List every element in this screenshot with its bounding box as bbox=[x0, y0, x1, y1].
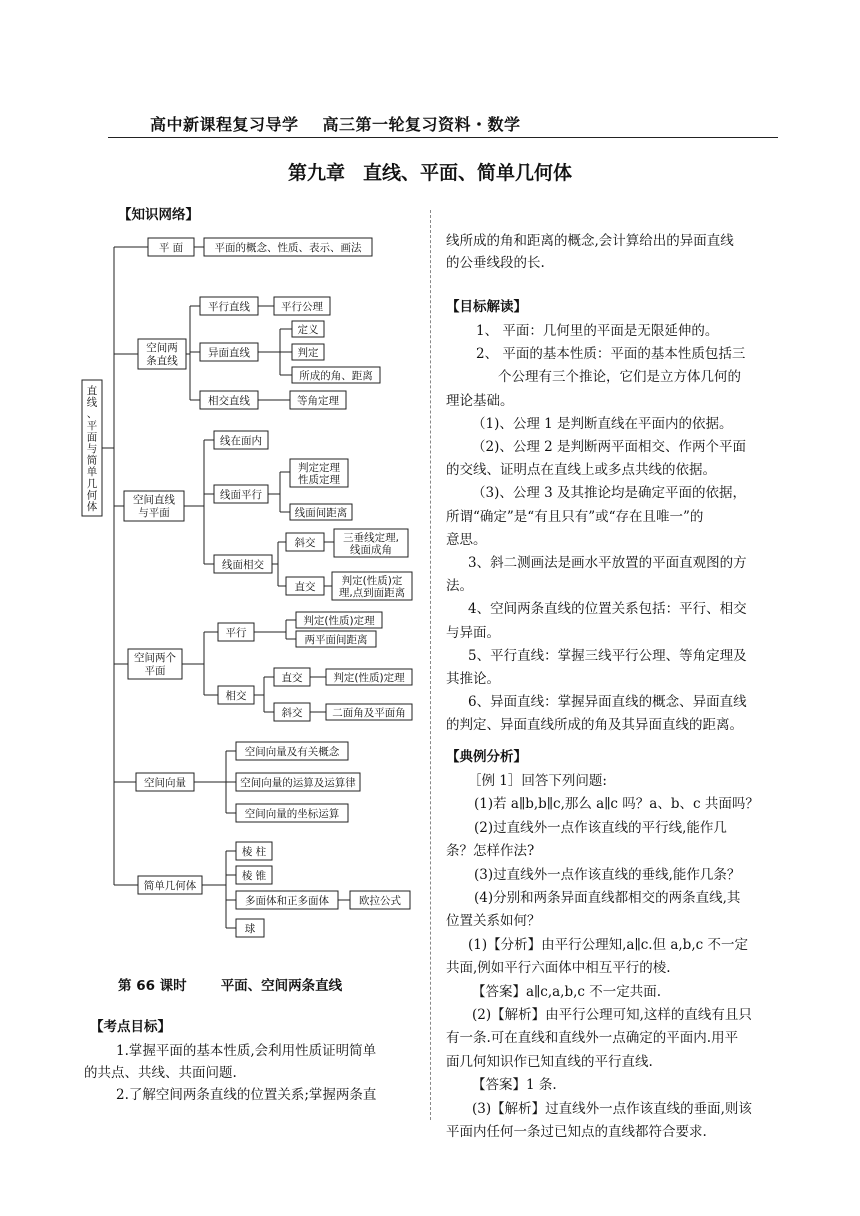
node-vector-ops-label: 空间向量的运算及运算律 bbox=[240, 777, 356, 789]
node-line-plane-distance-label: 线面间距离 bbox=[294, 507, 348, 519]
text-line: (3)过直线外一点作该直线的垂线,能作几条？ bbox=[474, 866, 741, 883]
text-line: 【答案】1 条. bbox=[472, 1077, 557, 1094]
text-line: 理论基础。 bbox=[446, 392, 514, 409]
text-line: 意思。 bbox=[446, 531, 487, 548]
svg-text:空间两个: 空间两个 bbox=[134, 652, 176, 664]
text-line: 的交线、证明点在直线上或多点共线的依据。 bbox=[446, 462, 716, 479]
column-divider bbox=[430, 210, 431, 1120]
node-plane-label: 平 面 bbox=[158, 242, 184, 254]
page-header bbox=[150, 112, 521, 135]
node-prism-label: 棱 柱 bbox=[241, 846, 267, 858]
text-line: (3)【解析】过直线外一点作该直线的垂面,则该 bbox=[472, 1100, 752, 1117]
text-line: 其推论。 bbox=[446, 671, 500, 687]
text-line: 个公理有三个推论，它们是立方体几何的 bbox=[498, 369, 741, 386]
node-planes-parallel-label: 平行 bbox=[225, 627, 247, 639]
svg-text:空间两: 空间两 bbox=[146, 342, 178, 354]
node-line-plane-parallel-label: 线面平行 bbox=[220, 489, 262, 501]
node-dihedral-label: 二面角及平面角 bbox=[332, 707, 406, 719]
text-line: 与异面。 bbox=[446, 624, 500, 641]
text-line: 面几何知识作已知直线的平行直线. bbox=[446, 1053, 653, 1070]
exam-goal-line: 2.了解空间两条直线的位置关系;掌握两条直 bbox=[116, 1087, 377, 1103]
chapter-name: 直线、平面、简单几何体 bbox=[363, 162, 573, 184]
text-line: 平面内任何一条过已知点的直线都符合要求. bbox=[446, 1124, 707, 1140]
node-solids-label: 简单几何体 bbox=[143, 880, 197, 892]
text-line: (1)【分析】由平行公理知,a∥c.但 a,b,c 不一定 bbox=[468, 936, 748, 953]
examples-heading: 【典例分析】 bbox=[446, 749, 527, 765]
text-line: (2)【解析】由平行公理可知,这样的直线有且只 bbox=[472, 1007, 752, 1023]
node-vectors-label: 空间向量 bbox=[144, 777, 186, 789]
intro-line: 的公垂线段的长. bbox=[446, 255, 545, 271]
node-point-plane-distance-label: 理,点到面距离 bbox=[338, 587, 406, 599]
node-sphere-label: 球 bbox=[244, 923, 256, 935]
svg-text:平面: 平面 bbox=[144, 665, 166, 677]
text-line: (4)分别和两条异面直线都相交的两条直线,其 bbox=[474, 890, 741, 906]
text-line: (2)过直线外一点作该直线的平行线,能作几 bbox=[474, 819, 727, 836]
node-euler-label: 欧拉公式 bbox=[359, 895, 401, 907]
header-left: 高中新课程复习导学 bbox=[150, 115, 299, 134]
text-line: 共面,例如平行六面体中相互平行的棱. bbox=[446, 960, 671, 977]
text-line: 3、斜二测画法是画水平放置的平面直观图的方 bbox=[468, 555, 747, 571]
svg-text:与平面: 与平面 bbox=[138, 507, 170, 519]
text-line: 1、 平面：几何里的平面是无限延伸的。 bbox=[476, 323, 719, 339]
node-polyhedra-label: 多面体和正多面体 bbox=[245, 895, 329, 907]
node-skew-lines-label: 异面直线 bbox=[208, 347, 250, 359]
node-line-plane-intersect-label: 线面相交 bbox=[222, 559, 264, 571]
node-planes-intersect-label: 相交 bbox=[225, 690, 247, 702]
node-parallel-lines-label: 平行直线 bbox=[208, 301, 250, 313]
node-plane-child-label: 平面的概念、性质、表示、画法 bbox=[214, 242, 362, 254]
node-vector-concepts-label: 空间向量及有关概念 bbox=[244, 746, 340, 758]
text-line: (1)若 a∥b,b∥c,那么 a∥c 吗？a、b、c 共面吗？ bbox=[474, 796, 759, 813]
goal-read-heading: 【目标解读】 bbox=[446, 299, 527, 315]
node-oblique-label: 斜交 bbox=[294, 537, 316, 549]
svg-text:直线、平面与简单几何体: 直线、平面与简单几何体 bbox=[86, 385, 98, 513]
knowledge-network-diagram bbox=[0, 228, 430, 968]
node-intersect-lines-label: 相交直线 bbox=[208, 395, 250, 407]
text-line: 5、平行直线：掌握三线平行公理、等角定理及 bbox=[468, 647, 747, 664]
exam-goal-line: 1.掌握平面的基本性质,会利用性质证明简单 bbox=[116, 1043, 377, 1059]
node-planes-oblique-label: 斜交 bbox=[281, 707, 303, 719]
knowledge-network-heading: 【知识网络】 bbox=[118, 207, 199, 223]
lesson-number: 第 66 课时 bbox=[118, 978, 187, 994]
node-vector-coords-label: 空间向量的坐标运算 bbox=[244, 808, 340, 820]
node-line-in-plane-label: 线在面内 bbox=[220, 435, 262, 447]
text-line: 【答案】a∥c,a,b,c 不一定共面. bbox=[472, 983, 662, 1000]
svg-text:空间直线: 空间直线 bbox=[133, 494, 175, 506]
node-skew-def-label: 定义 bbox=[297, 324, 319, 336]
text-line: 的判定、异面直线所成的角及其异面直线的距离。 bbox=[446, 717, 743, 734]
node-planes-distance-label: 两平面间距离 bbox=[304, 634, 368, 646]
node-skew-judge-label: 判定 bbox=[297, 347, 319, 359]
node-prop-theorem-label: 性质定理 bbox=[298, 474, 340, 486]
exam-goals-heading: 【考点目标】 bbox=[90, 1019, 171, 1035]
exam-goal-line: 的共点、共线、共面问题. bbox=[84, 1065, 237, 1081]
node-perp-label: 直交 bbox=[294, 581, 316, 593]
node-parallel-axiom-label: 平行公理 bbox=[281, 301, 323, 313]
text-line: ［例 1］回答下列问题: bbox=[468, 773, 607, 789]
text-line: 位置关系如何？ bbox=[446, 913, 541, 930]
header-right: 高三第一轮复习资料・数学 bbox=[322, 115, 521, 134]
node-skew-angle-label: 所成的角、距离 bbox=[299, 370, 373, 382]
node-three-perp-label: 三垂线定理, bbox=[343, 532, 399, 544]
node-pyramid-label: 棱 锥 bbox=[241, 870, 267, 882]
svg-text:条直线: 条直线 bbox=[146, 355, 178, 367]
text-line: （2)、公理 2 是判断两平面相交、作两个平面 bbox=[472, 439, 747, 455]
chapter-number: 第九章 bbox=[287, 162, 345, 184]
text-line: 条？怎样作法? bbox=[446, 843, 535, 860]
node-equal-angle-label: 等角定理 bbox=[297, 395, 339, 407]
header-rule bbox=[108, 137, 778, 138]
lesson-title bbox=[118, 974, 342, 994]
node-judge-theorem-label: 判定定理 bbox=[298, 462, 340, 474]
text-line: 有一条.可在直线和直线外一点确定的平面内.用平 bbox=[446, 1030, 739, 1047]
text-line: 4、空间两条直线的位置关系包括：平行、相交 bbox=[468, 601, 747, 618]
node-planes-judge-label: 判定(性质)定理 bbox=[303, 615, 375, 627]
lesson-name: 平面、空间两条直线 bbox=[220, 978, 343, 994]
root-label bbox=[87, 384, 98, 513]
text-line: 6、异面直线：掌握异面直线的概念、异面直线 bbox=[468, 694, 747, 711]
intro-line: 线所成的角和距离的概念,会计算给出的异面直线 bbox=[446, 233, 734, 249]
text-line: （3)、公理 3 及其推论均是确定平面的依据， bbox=[472, 485, 747, 502]
chapter-title bbox=[0, 158, 860, 185]
node-planes-perp-theorem-label: 判定(性质)定理 bbox=[333, 672, 405, 684]
text-line: 所谓“确定”是“有且只有”或“存在且唯一”的 bbox=[446, 508, 704, 525]
node-planes-perp-label: 直交 bbox=[281, 672, 303, 684]
node-line-plane-angle-label: 线面成角 bbox=[350, 544, 392, 556]
text-line: 2、 平面的基本性质：平面的基本性质包括三 bbox=[476, 346, 746, 363]
text-line: 法。 bbox=[446, 578, 473, 595]
text-line: （1)、公理 1 是判断直线在平面内的依据。 bbox=[472, 415, 733, 432]
node-perp-theorem-label: 判定(性质)定 bbox=[341, 575, 403, 587]
